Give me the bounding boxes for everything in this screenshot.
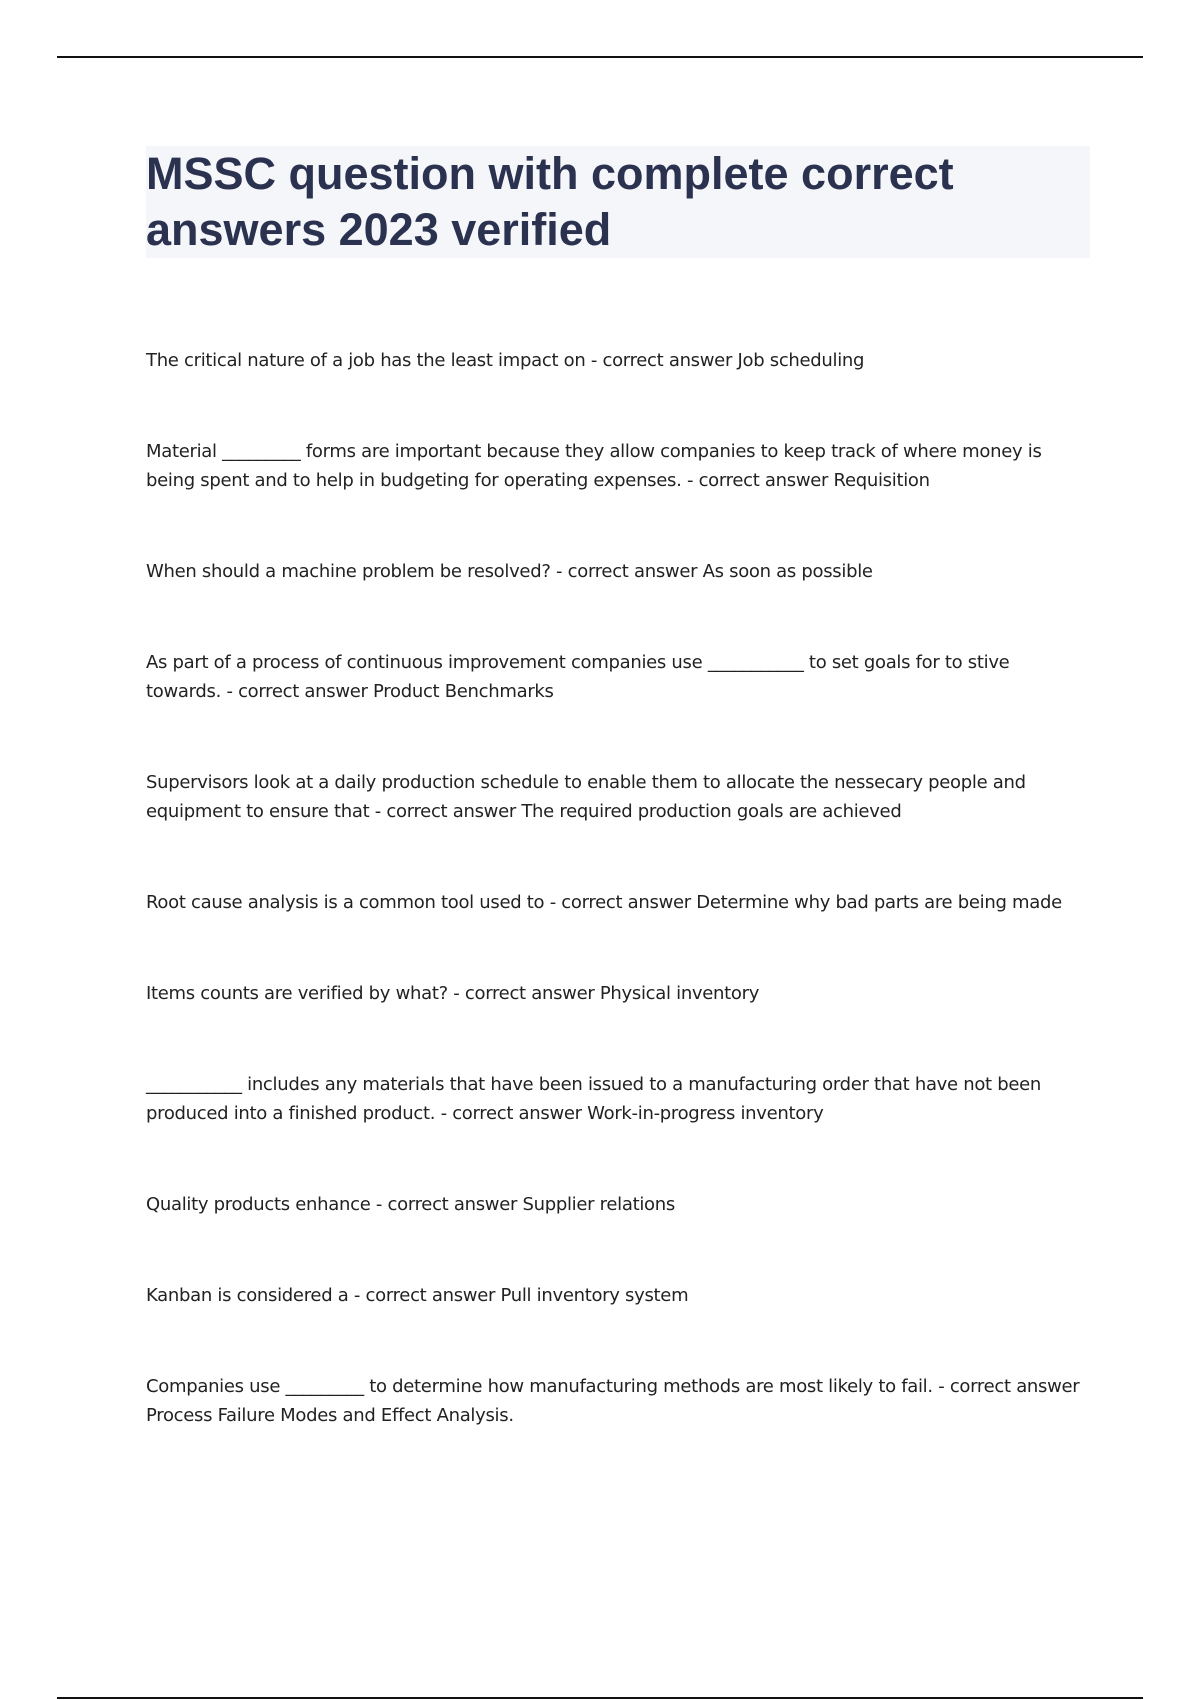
qa-item-4: As part of a process of continuous improvement companies use ___________ to set goals for to stive towards. - correct answer Product Benchmarks: [146, 652, 1010, 702]
bottom-divider: [57, 1697, 1143, 1699]
qa-item-11: Companies use _________ to determine how manufacturing methods are most likely to fail. - correct answer Process Failure Modes and Effect Analysis.: [146, 1376, 1080, 1426]
qa-item-7: Items counts are verified by what? - correct answer Physical inventory: [146, 983, 760, 1004]
qa-list: [146, 346, 1086, 1492]
top-divider: [57, 56, 1143, 58]
qa-item-9: Quality products enhance - correct answer Supplier relations: [146, 1194, 675, 1215]
qa-item-1: The critical nature of a job has the least impact on - correct answer Job scheduling: [146, 350, 865, 371]
qa-item-5: Supervisors look at a daily production schedule to enable them to allocate the nessecary people and equipment to ensure that - correct answer The required production goals are achieved: [146, 772, 1026, 822]
qa-item-10: Kanban is considered a - correct answer Pull inventory system: [146, 1285, 689, 1306]
qa-item-2: Material _________ forms are important because they allow companies to keep track of where money is being spent and to help in budgeting for operating expenses. - correct answer Requisition: [146, 441, 1042, 491]
qa-item-8: ___________ includes any materials that have been issued to a manufacturing order that have not been produced into a finished product. - correct answer Work-in-progress inventory: [146, 1074, 1042, 1124]
document-title: MSSC question with complete correct answers 2023 verified: [146, 148, 954, 255]
qa-item-3: When should a machine problem be resolved? - correct answer As soon as possible: [146, 561, 873, 582]
qa-item-6: Root cause analysis is a common tool used to - correct answer Determine why bad parts are being made: [146, 892, 1062, 913]
